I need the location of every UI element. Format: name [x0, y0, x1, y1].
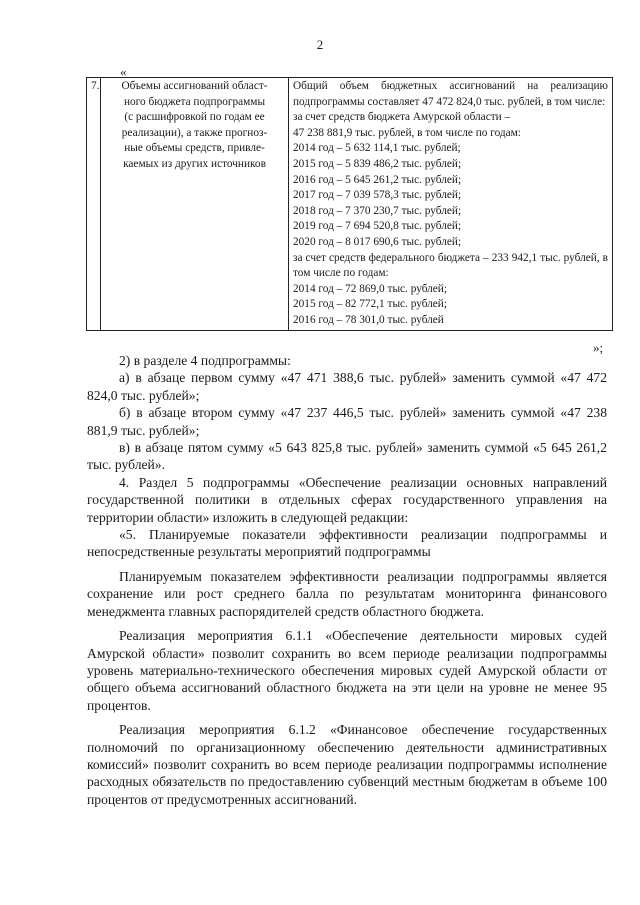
value-line: 2016 год – 5 645 261,2 тыс. рублей; [293, 173, 462, 186]
paragraph: а) в абзаце первом сумму «47 471 388,6 тыс. рублей» заменить суммой «47 472 824,0 тыс. рублей»; [87, 370, 607, 403]
value-line: 47 238 881,9 тыс. рублей, в том числе по годам: [293, 126, 521, 139]
page-number: 2 [316, 37, 324, 52]
paragraph: 2) в разделе 4 подпрограммы: [119, 353, 291, 368]
paragraph: Реализация мероприятия 6.1.2 «Финансовое обеспечение государственных полномочий по организационному обеспечению деятельности административных комиссий» позволит сохранить во всем периоде реализации подпрограммы исполнение расходных обязательств по предоставлению субвенций местным бюджетам в объеме 100 процентов от предусмотренных ассигнований. [87, 722, 607, 807]
value-line: 2016 год – 78 301,0 тыс. рублей [293, 313, 444, 326]
value-line: 2017 год – 7 039 578,3 тыс. рублей; [293, 189, 462, 202]
row-name-line: каемых из других источников [123, 157, 266, 170]
row-name-line: ные объемы средств, привле- [124, 142, 265, 155]
paragraph: в) в абзаце пятом сумму «5 643 825,8 тыс. рублей» заменить суммой «5 645 261,2 тыс. рублей». [87, 440, 607, 473]
value-intro: Общий объем бюджетных ассигнований на реализацию подпрограммы составляет 47 472 824,0 тыс. рублей, в том числе: [293, 80, 608, 108]
paragraph: б) в абзаце втором сумму «47 237 446,5 тыс. рублей» заменить суммой «47 238 881,9 тыс. рублей»; [87, 405, 607, 438]
value-line: 2014 год – 72 869,0 тыс. рублей; [293, 282, 447, 295]
value-line: 2020 год – 8 017 690,6 тыс. рублей; [293, 235, 462, 248]
section-heading: «5. Планируемые показатели эффективности реализации подпрограммы и непосредственные результаты мероприятий подпрограммы [87, 527, 607, 560]
paragraph: Планируемым показателем эффективности реализации подпрограммы является сохранение или рост среднего балла по результатам мониторинга финансового менеджмента главных распорядителей средств областного бюджета. [87, 568, 607, 619]
subprogram-passport-table [86, 77, 613, 331]
value-line: 2018 год – 7 370 230,7 тыс. рублей; [293, 204, 462, 217]
row-number-cell: 7. [87, 78, 101, 331]
table-row [87, 78, 613, 331]
opening-quote-mark: « [120, 64, 127, 79]
value-line: за счет средств бюджета Амурской области – [293, 111, 511, 124]
closing-quote-mark: »; [593, 340, 604, 355]
federal-intro: за счет средств федерального бюджета – 233 942,1 тыс. рублей, в том числе по годам: [293, 251, 608, 280]
value-line: 2015 год – 5 839 486,2 тыс. рублей; [293, 157, 462, 170]
value-line: 2015 год – 82 772,1 тыс. рублей; [293, 298, 447, 311]
value-line: 2019 год – 7 694 520,8 тыс. рублей; [293, 220, 462, 233]
paragraph: Реализация мероприятия 6.1.1 «Обеспечение деятельности мировых судей Амурской области» позволит сохранить во всем периоде реализации подпрограммы уровень материально-технического обеспечения мировых судей Амурской области от общего объема ассигнований областного бюджета на эти цели на уровне не менее 95 процентов. [87, 628, 607, 713]
row-name-line: ного бюджета подпрограммы [123, 95, 266, 108]
paragraph: 4. Раздел 5 подпрограммы «Обеспечение реализации основных направлений государственной политики в отдельных сферах государственного управления на территории области» изложить в следующей редакции: [87, 474, 607, 525]
row-name-cell [101, 78, 289, 331]
row-name-line: (с расшифровкой по годам ее [124, 111, 265, 124]
document-body [87, 352, 607, 808]
row-name-line: Объемы ассигнований област- [121, 80, 268, 92]
row-name-line: реализации), а также прогноз- [121, 126, 268, 139]
row-value-cell [289, 78, 613, 331]
value-line: 2014 год – 5 632 114,1 тыс. рублей; [293, 142, 461, 155]
